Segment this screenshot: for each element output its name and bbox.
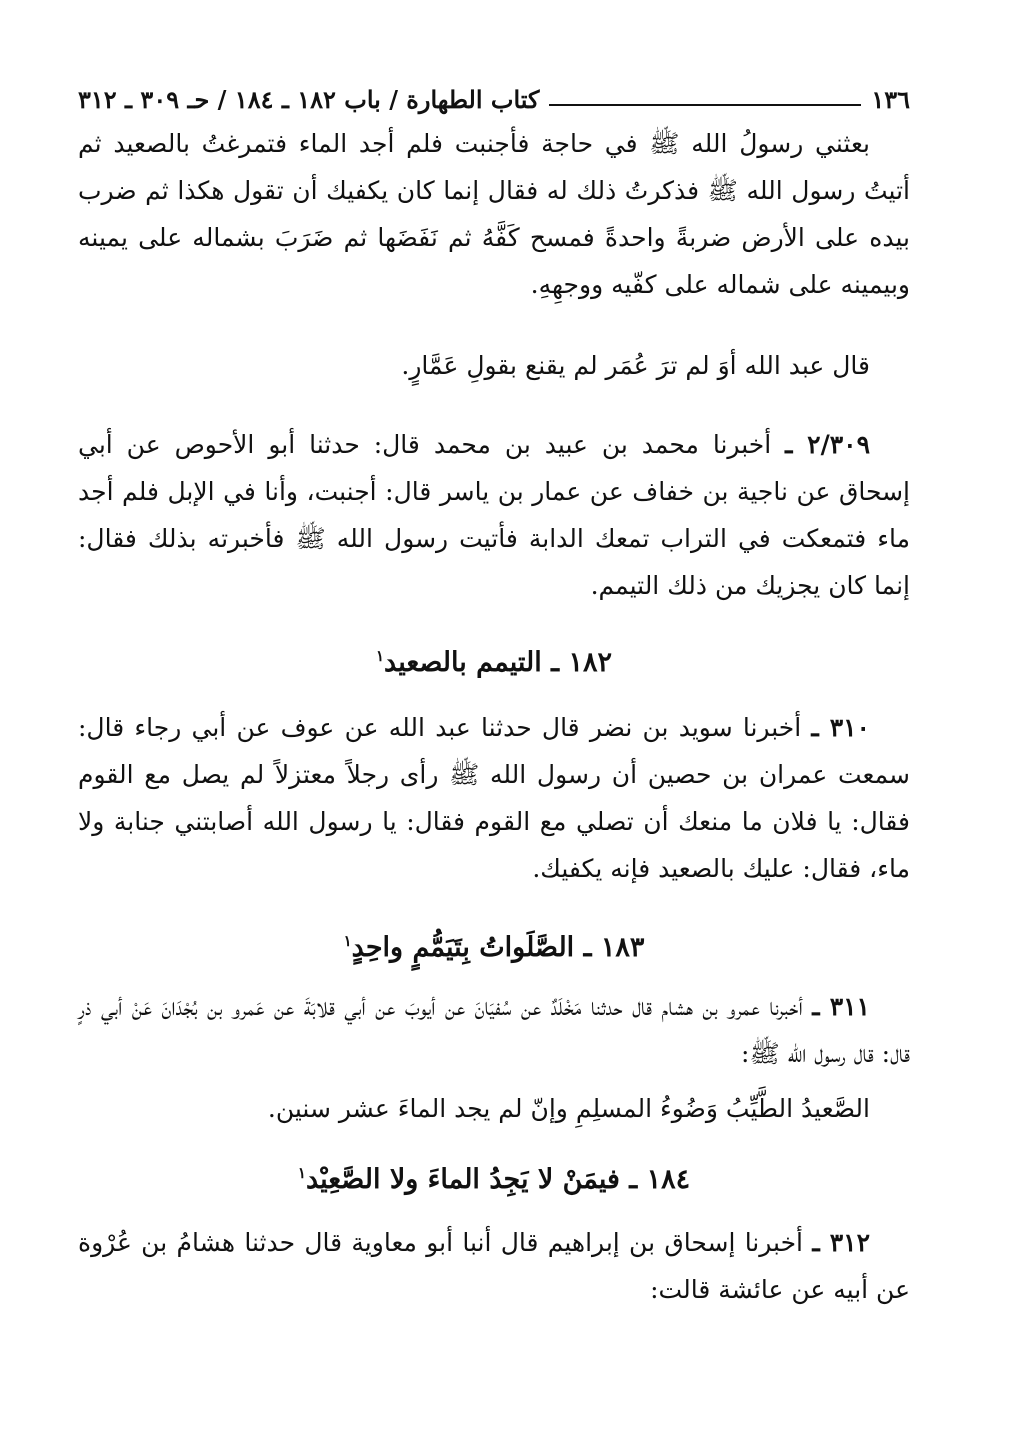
- chapter-title-text: ١٨٣ ـ الصَّلَواتُ بِتَيَمُّمٍ واحِدٍ: [351, 932, 645, 963]
- footnote-marker: ١: [297, 1164, 306, 1182]
- header-rule: [549, 104, 861, 106]
- chapter-title-182: [78, 647, 910, 678]
- hadith-311: [78, 983, 910, 1077]
- chapter-title-184: [78, 1164, 910, 1195]
- paragraph-continuation: بعثني رسولُ الله ﷺ في حاجة فأجنبت فلم أجد الماء فتمرغتُ بالصعيد ثم أتيتُ رسول الله ﷺ فذكرتُ ذلك له فقال إنما كان يكفيك أن تقول هكذا ثم ضرب بيده على الأرض ضربةً واحدةً فمسح كَفَّهُ ثم نَفَضَها ثم ضَرَبَ بشماله على يمينه وبيمينه على شماله على كفّيه ووجهِهِ.: [78, 129, 910, 299]
- hadith-text: أخبرنا عمرو بن هشام قال حدثنا مَخْلَدٌ عن سُفيَانَ عن أيوبَ عن أبي قلابَةَ عن عَمرو بن بُجْدَانَ عَنْ أبي ذرٍ قال: قال رسول الله ﷺ:: [78, 992, 910, 1068]
- chapter-title-text: ١٨٢ ـ التيمم بالصعيد: [384, 647, 613, 678]
- running-header: [78, 70, 910, 114]
- page-number: ١٣٦: [871, 85, 910, 114]
- chapter-title-183: [78, 932, 910, 963]
- hadith-311-quote: الصَّعيدُ الطَّيِّبُ وَضُوءُ المسلِمِ وإنّ لم يجد الماءَ عشر سنين.: [267, 1094, 870, 1123]
- hadith-text: أخبرنا سويد بن نضر قال حدثنا عبد الله عن عوف عن أبي رجاء قال: سمعت عمران بن حصين أن رسول الله ﷺ رأى رجلاً معتزلاً لم يصل مع القوم فقال: يا فلان ما منعك أن تصلي مع القوم فقال: يا رسول الله أصابتني جنابة ولا ماء، فقال: عليك بالصعيد فإنه يكفيك.: [78, 713, 910, 883]
- chapter-title-text: ١٨٤ ـ فيمَنْ لا يَجِدُ الماءَ ولا الصَّعِيْد: [305, 1164, 691, 1195]
- hadith-310: [78, 704, 910, 892]
- hadith-312: [78, 1219, 910, 1313]
- footnote-marker: ١: [343, 932, 352, 950]
- hadith-number: ٣١١ ـ: [812, 992, 870, 1021]
- hadith-text: أخبرنا إسحاق بن إبراهيم قال أنبا أبو معاوية قال حدثنا هشامُ بن عُرْوة عن أبيه عن عائشة قالت:: [78, 1228, 910, 1304]
- hadith-309-2: [78, 421, 910, 609]
- hadith-number: ٣١٠ ـ: [811, 713, 870, 742]
- hadith-text: أخبرنا محمد بن عبيد بن محمد قال: حدثنا أبو الأحوص عن أبي إسحاق عن ناجية بن خفاف عن عمار بن ياسر قال: أجنبت، وأنا في الإبل فلم أجد ماء فتمعكت في التراب تمعك الدابة فأتيت رسول الله ﷺ فأخبرته بذلك فقال: إنما كان يجزيك من ذلك التيمم.: [78, 430, 910, 600]
- paragraph-abdullah-remark: قال عبد الله أوَ لم ترَ عُمَر لم يقنع بقولِ عَمَّارٍ.: [401, 351, 870, 380]
- hadith-number: ٢/٣٠٩ ـ: [785, 430, 870, 459]
- book-page: [78, 70, 910, 1313]
- running-title: كتاب الطهارة / باب ١٨٢ ـ ١٨٤ / حـ ٣٠٩ ـ ٣١٢: [78, 85, 540, 114]
- hadith-number: ٣١٢ ـ: [812, 1228, 871, 1257]
- footnote-marker: ١: [375, 647, 385, 665]
